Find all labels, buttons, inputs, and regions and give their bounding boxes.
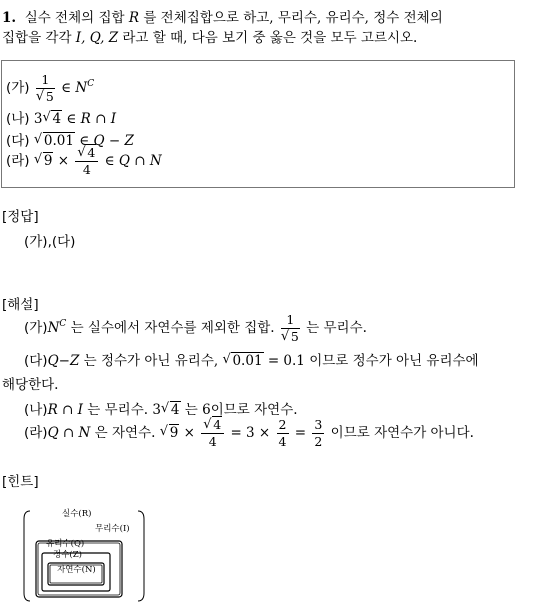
exp-text: = 3 × — [226, 425, 275, 441]
frac-numerator — [201, 419, 224, 434]
relation: ∈ — [100, 153, 119, 169]
question-vars: I, Q, Z — [75, 30, 119, 46]
relation: ∈ — [62, 111, 81, 127]
explanation-line-5 — [24, 419, 474, 448]
exp-label: (나) — [24, 402, 48, 418]
explanation-line-3: 해당한다. — [2, 377, 59, 393]
exp-text: 는 실수에서 자연수를 제외한 집합. — [66, 320, 279, 336]
choice-label: (다) — [6, 133, 30, 149]
question-text-2a: 집합을 각각 — [2, 30, 76, 46]
fraction — [201, 419, 224, 448]
choice-label: (라) — [6, 153, 30, 169]
coefficient: 3 — [33, 111, 43, 127]
frac-numerator: 1 — [281, 314, 300, 329]
exp-label: (가) — [24, 320, 48, 336]
explanation-heading: [해설] — [2, 297, 39, 313]
relation: ∈ — [56, 80, 76, 96]
choice-label: (나) — [6, 111, 30, 127]
exp-text: 는 정수가 아닌 유리수, — [79, 353, 223, 369]
fraction — [75, 147, 98, 176]
radicand: 9 — [169, 425, 179, 441]
exp-text: = 0.1 — [263, 353, 305, 369]
radicand: 4 — [170, 402, 180, 418]
label-irrational: 무리수(I) — [95, 524, 130, 534]
exp-text: 은 자연수. — [90, 425, 160, 441]
fraction — [312, 419, 324, 448]
set-name: Q−Z — [47, 353, 80, 369]
label-natural: 자연수(N) — [57, 565, 96, 575]
question-number: 1. — [2, 10, 17, 26]
set-name: R ∩ I — [80, 111, 117, 127]
sqrt — [34, 153, 54, 169]
real-set-frame — [24, 511, 30, 601]
choice-ra — [6, 147, 162, 176]
question-line-1 — [2, 6, 443, 26]
fraction — [277, 419, 289, 448]
frac-denominator: 4 — [278, 433, 287, 449]
exp-text: 는 6이므로 자연수. — [180, 402, 298, 418]
set-name: Q ∩ N — [47, 425, 91, 441]
set-name: R ∩ I — [47, 402, 83, 418]
real-set-frame-right — [138, 511, 144, 601]
answer-heading: [정답] — [2, 209, 39, 225]
choice-ga — [6, 74, 94, 103]
choice-na — [6, 107, 116, 127]
frac-denominator: 4 — [208, 433, 217, 449]
exp-text: 는 무리수. — [301, 320, 367, 336]
label-rational: 유리수(Q) — [46, 539, 85, 549]
set-name: N — [47, 320, 60, 336]
label-integer: 정수(Z) — [53, 550, 82, 560]
explanation-line-2 — [24, 349, 479, 369]
relation: ∈ — [74, 133, 94, 149]
label-real: 실수(R) — [62, 509, 92, 519]
radicand: 0.01 — [43, 133, 74, 149]
explanation-line-4 — [24, 398, 298, 418]
frac-denominator — [281, 329, 300, 344]
radicand: 5 — [290, 328, 299, 344]
exp-text: 는 무리수. 3 — [82, 402, 161, 418]
frac-denominator: 2 — [314, 433, 323, 449]
question-var-r: R — [128, 10, 140, 26]
exp-text: = — [290, 425, 311, 441]
radicand: 9 — [43, 153, 53, 169]
frac-numerator — [75, 147, 98, 162]
frac-denominator: 4 — [82, 161, 91, 177]
superscript: C — [59, 319, 67, 329]
choice-da — [6, 129, 134, 149]
exp-label: (다) — [24, 353, 48, 369]
radicand: 5 — [45, 88, 54, 104]
fraction — [281, 314, 300, 343]
sqrt — [42, 111, 62, 127]
question-text-1b: 를 전체집합으로 하고, 무리수, 유리수, 정수 전체의 — [139, 10, 443, 26]
frac-numerator: 3 — [314, 417, 323, 432]
set-name: Q − Z — [93, 133, 134, 149]
radicand: 0.01 — [232, 353, 263, 369]
sqrt — [160, 425, 180, 441]
frac-numerator: 1 — [36, 74, 55, 89]
radicand: 4 — [87, 145, 96, 160]
frac-numerator: 2 — [278, 417, 287, 432]
sqrt — [222, 353, 263, 369]
exp-text: 이므로 자연수가 아니다. — [326, 425, 474, 441]
question-text-2b: 라고 할 때, 다음 보기 중 옳은 것을 모두 고르시오. — [118, 30, 418, 46]
question-text-1a: 실수 전체의 집합 — [24, 10, 129, 26]
choice-label: (가) — [6, 80, 30, 96]
superscript: C — [87, 79, 95, 89]
times: × — [53, 153, 74, 169]
hint-heading: [힌트] — [2, 474, 39, 490]
set-name: Q ∩ N — [118, 153, 162, 169]
explanation-line-1 — [24, 314, 367, 343]
times: × — [179, 425, 200, 441]
answer-text: (가),(다) — [24, 234, 76, 250]
set-name: N — [75, 80, 88, 96]
exp-label: (라) — [24, 425, 48, 441]
radicand: 4 — [52, 111, 62, 127]
frac-denominator — [36, 89, 55, 104]
question-line-2 — [2, 26, 417, 46]
fraction — [36, 74, 55, 103]
radicand: 4 — [213, 417, 222, 432]
sqrt — [161, 402, 181, 418]
exp-text: 이므로 정수가 아닌 유리수에 — [304, 353, 479, 369]
